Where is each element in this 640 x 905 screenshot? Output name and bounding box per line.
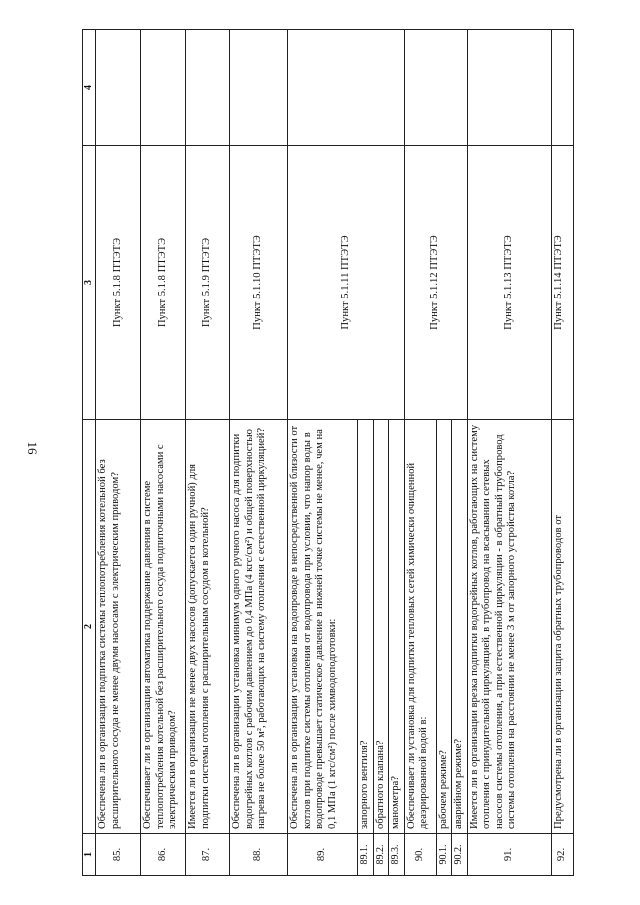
table-row <box>230 30 288 876</box>
header-col-4: 4 <box>83 30 96 146</box>
row-reference: Пункт 5.1.8 ПТЭТЭ <box>141 146 186 420</box>
row-answer <box>404 30 467 146</box>
row-number: 87. <box>186 834 230 876</box>
row-question: Обеспечена ли в организации установка на водопроводе в непосредственной близости от котлов при подпитке системы отопления от водопровода при условии, что напор воды в водопроводе превышает статическое давление в нижней точке системы не менее, чем на 0,1 МПа (1 кгс/см²) после химводоподготовки: <box>288 420 358 834</box>
table-row <box>96 30 141 876</box>
header-col-3: 3 <box>83 146 96 420</box>
row-question: Обеспечена ли в организации подпитка системы теплопотребления котельной без расширительного сосуда не менее двумя насосами с электрическим приводом? <box>96 420 141 834</box>
row-question: рабочем режиме? <box>436 420 452 834</box>
row-number: 91. <box>467 834 551 876</box>
table-row <box>186 30 230 876</box>
checklist-table <box>82 29 574 876</box>
row-reference: Пункт 5.1.10 ПТЭТЭ <box>230 146 288 420</box>
row-question: Обеспечена ли в организации установка минимум одного ручного насоса для подпитки водогрейных котлов с рабочим давлением до 0,4 МПа (4 кгс/см²) и общей поверхностью нагрева не более 50 м², работающих на систему отопления с естественной циркуляцией? <box>230 420 288 834</box>
row-number: 89.3. <box>389 834 405 876</box>
row-question: запорного вентиля? <box>358 420 374 834</box>
row-question: Имеется ли в организации не менее двух насосов (допускается один ручной) для подпитки системы отопления с расширительным сосудом в котельной? <box>186 420 230 834</box>
row-question: Имеется ли в организации врезка подпитки водогрейных котлов, работающих на систему отопления с принудительной циркуляцией, в трубопровод на всасывании сетевых насосов системы отопления, а при естественной циркуляции - в обратный трубопровод системы отопления на расстоянии не менее 3 м от запорного устройства котла? <box>467 420 551 834</box>
header-col-1: 1 <box>83 834 96 876</box>
row-number: 89.1. <box>358 834 374 876</box>
row-question: Предусмотрена ли в организации защита обратных трубопроводов от <box>551 420 573 834</box>
row-number: 88. <box>230 834 288 876</box>
table-row <box>404 30 436 876</box>
row-answer <box>551 30 573 146</box>
row-number: 85. <box>96 834 141 876</box>
row-answer <box>186 30 230 146</box>
row-question: Обеспечивает ли в организации автоматика поддержание давления в системе теплопотребления котельной без расширительного сосуда подпиточными насосами с электрическим приводом? <box>141 420 186 834</box>
row-reference: Пункт 5.1.8 ПТЭТЭ <box>96 146 141 420</box>
row-number: 92. <box>551 834 573 876</box>
row-answer <box>230 30 288 146</box>
row-number: 86. <box>141 834 186 876</box>
row-answer <box>467 30 551 146</box>
row-number: 90. <box>404 834 436 876</box>
row-answer <box>288 30 405 146</box>
row-answer <box>96 30 141 146</box>
row-number: 89.2. <box>373 834 389 876</box>
row-question: обратного клапана? <box>373 420 389 834</box>
row-reference: Пункт 5.1.12 ПТЭТЭ <box>404 146 467 420</box>
row-reference: Пункт 5.1.14 ПТЭТЭ <box>551 146 573 420</box>
row-reference: Пункт 5.1.13 ПТЭТЭ <box>467 146 551 420</box>
table-row <box>288 30 358 876</box>
row-number: 90.1. <box>436 834 452 876</box>
row-question: Обеспечивает ли установка для подпитки тепловых сетей химически очищенной деаэрированной водой в: <box>404 420 436 834</box>
header-col-2: 2 <box>83 420 96 834</box>
row-reference: Пункт 5.1.9 ПТЭТЭ <box>186 146 230 420</box>
row-number: 89. <box>288 834 358 876</box>
table-header-row <box>83 30 96 876</box>
table-row <box>551 30 573 876</box>
row-reference: Пункт 5.1.11 ПТЭТЭ <box>288 146 405 420</box>
table-row <box>467 30 551 876</box>
row-answer <box>141 30 186 146</box>
page-number: 16 <box>25 441 40 455</box>
row-question: аварийном режиме? <box>452 420 468 834</box>
row-question: манометра? <box>389 420 405 834</box>
row-number: 90.2. <box>452 834 468 876</box>
table-row <box>141 30 186 876</box>
